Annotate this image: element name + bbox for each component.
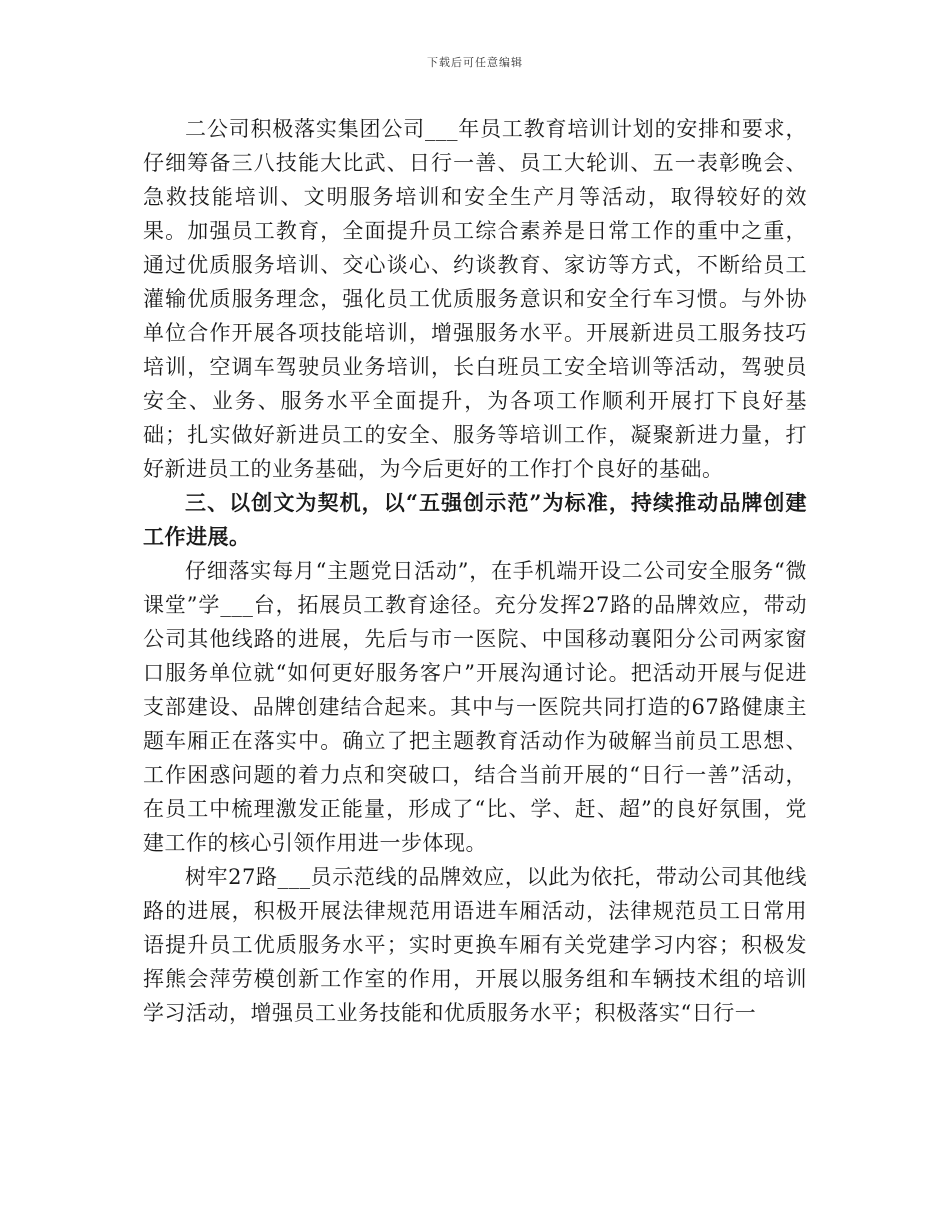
paragraph-training: 二公司积极落实集团公司___年员工教育培训计划的安排和要求，仔细筹备三八技能大比武、日行一善、员工大轮训、五一表彰晚会、急救技能培训、文明服务培训和安全生产月等活动，取得较好的效果。加强员工教育，全面提升员工综合素养是日常工作的重中之重，通过优质服务培训、交心谈心、约谈教育、家访等方式，不断给员工灌输优质服务理念，强化员工优质服务意识和安全行车习惯。与外协单位合作开展各项技能培训，增强服务水平。开展新进员工服务技巧培训，空调车驾驶员业务培训，长白班员工安全培训等活动，驾驶员安全、业务、服务水平全面提升，为各项工作顺利开展打下良好基础；扎实做好新进员工的安全、服务等培训工作，凝聚新进力量，打好新进员工的业务基础，为今后更好的工作打个良好的基础。: [143, 117, 807, 481]
section-heading-three: 三、以创文为契机，以“五强创示范”为标准，持续推动品牌创建工作进展。: [143, 490, 807, 549]
page-header: 下载后可任意编辑: [427, 56, 523, 69]
paragraph-route-27: 树牢27路___员示范线的品牌效应，以此为依托，带动公司其他线路的进展，积极开展法律规范用语进车厢活动，法律规范员工日常用语提升员工优质服务水平；实时更换车厢有关党建学习内容；积极发挥熊会萍劳模创新工作室的作用，开展以服务组和车辆技术组的培训学习活动，增强员工业务技能和优质服务水平；积极落实“日行一: [143, 865, 807, 1025]
document-body: [143, 112, 807, 1030]
paragraph-party-day: 仔细落实每月“主题党日活动”，在手机端开设二公司安全服务“微课堂”学___台，拓展员工教育途径。充分发挥27路的品牌效应，带动公司其他线路的进展，先后与市一医院、中国移动襄阳分公司两家窗口服务单位就“如何更好服务客户”开展沟通讨论。把活动开展与促进支部建设、品牌创建结合起来。其中与一医院共同打造的67路健康主题车厢正在落实中。确立了把主题教育活动作为破解当前员工思想、工作困惑问题的着力点和突破口，结合当前开展的“日行一善”活动，在员工中梳理激发正能量，形成了“比、学、赶、超”的良好氛围，党建工作的核心引领作用进一步体现。: [143, 559, 807, 855]
